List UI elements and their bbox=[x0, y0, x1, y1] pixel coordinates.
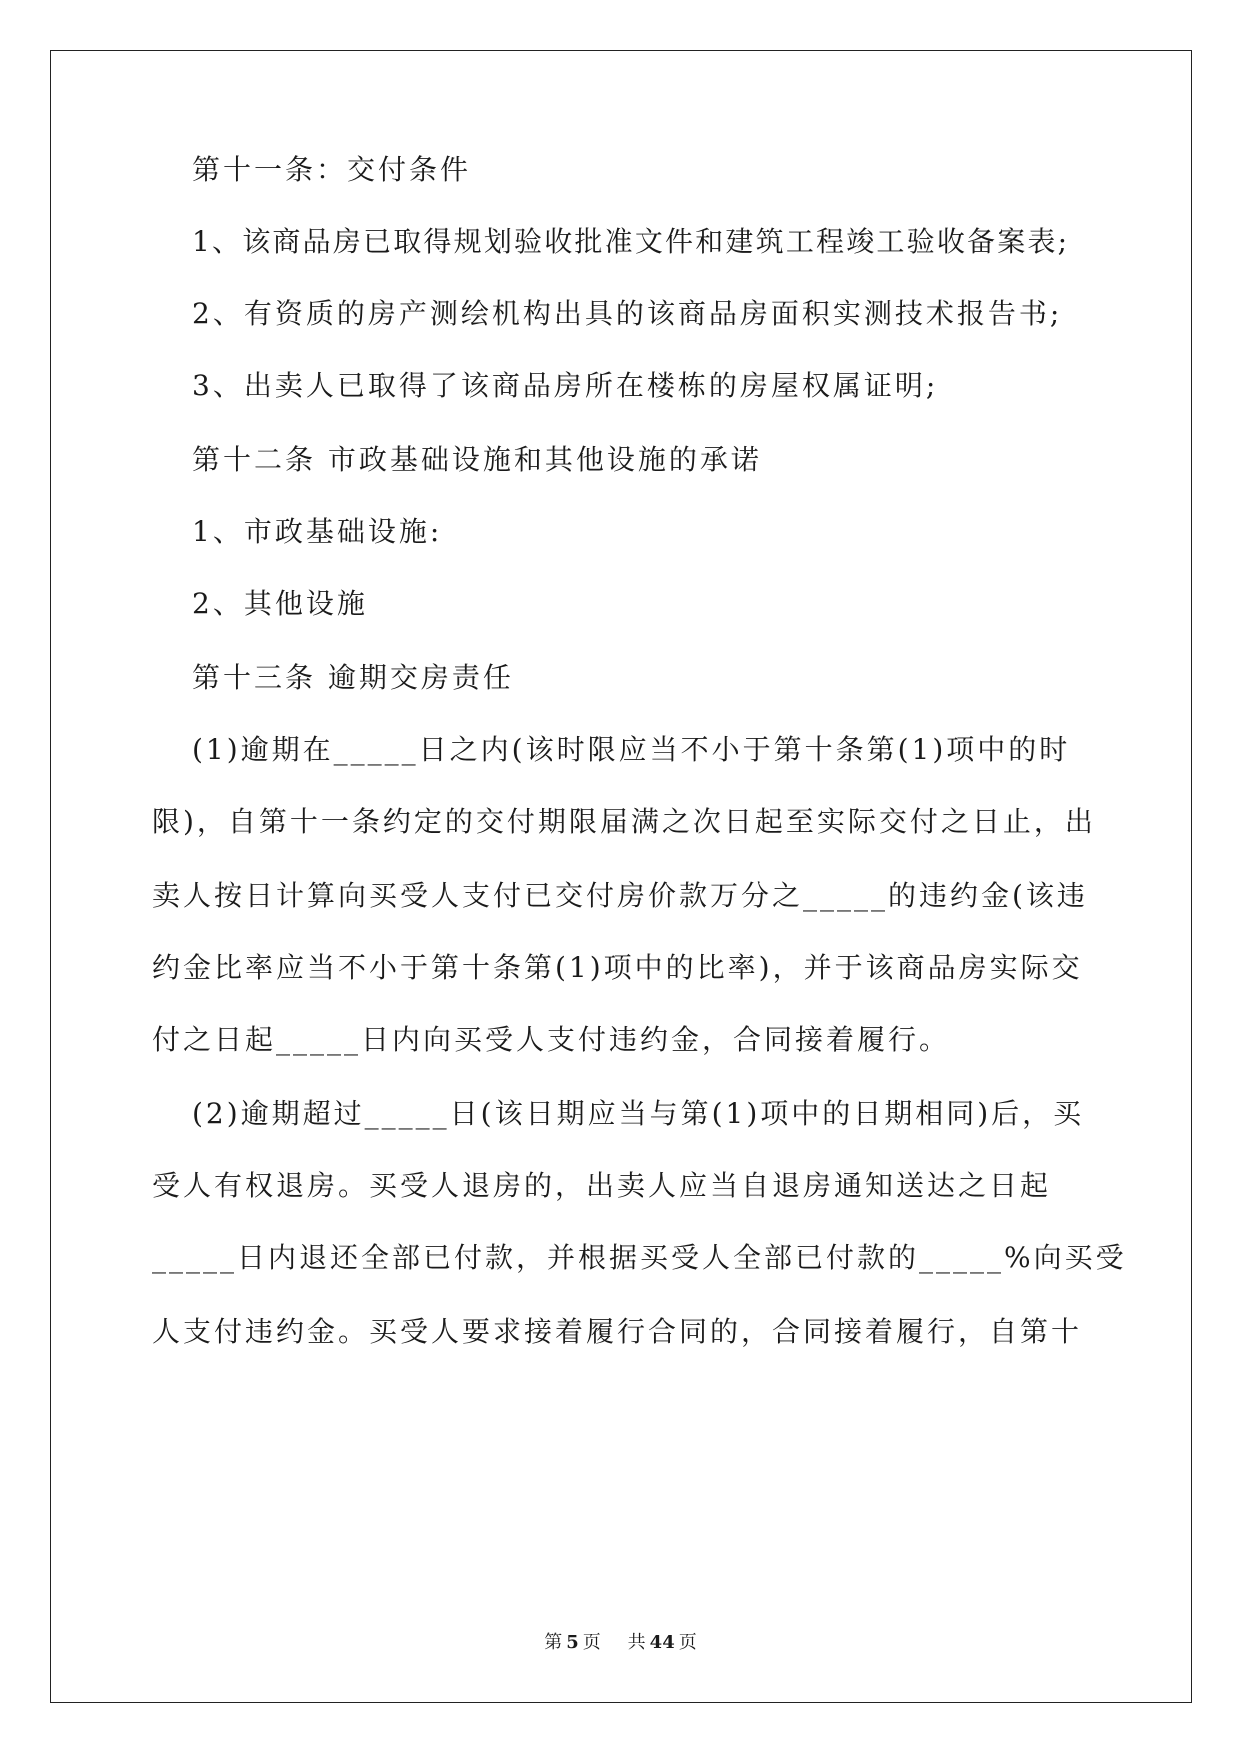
total-prefix: 共 bbox=[627, 1632, 646, 1653]
total-suffix: 页 bbox=[678, 1632, 697, 1653]
page-prefix: 第 bbox=[544, 1632, 563, 1653]
article-12-item-2: 2、其他设施 bbox=[192, 587, 368, 620]
article-12-item-1: 1、市政基础设施: bbox=[192, 515, 443, 548]
article-13-para-1-line-3: 卖人按日计算向买受人支付已交付房价款万分之_____的违约金(该违 bbox=[152, 879, 1088, 912]
article-13-heading: 第十三条 逾期交房责任 bbox=[192, 661, 514, 694]
article-13-para-2-line-3: _____日内退还全部已付款，并根据买受人全部已付款的_____%向买受 bbox=[152, 1241, 1127, 1274]
page-suffix: 页 bbox=[582, 1632, 601, 1653]
article-12-heading: 第十二条 市政基础设施和其他设施的承诺 bbox=[192, 443, 762, 476]
page-current: 5 bbox=[566, 1632, 579, 1653]
article-11-item-1: 1、该商品房已取得规划验收批准文件和建筑工程竣工验收备案表; bbox=[192, 225, 1070, 258]
page-total: 44 bbox=[649, 1632, 675, 1653]
article-13-para-1-line-4: 约金比率应当不小于第十条第(1)项中的比率)，并于该商品房实际交 bbox=[152, 951, 1083, 984]
article-13-para-2-line-4: 人支付违约金。买受人要求接着履行合同的，合同接着履行，自第十 bbox=[152, 1315, 1083, 1348]
article-11-item-2: 2、有资质的房产测绘机构出具的该商品房面积实测技术报告书; bbox=[192, 297, 1063, 330]
article-11-item-3: 3、出卖人已取得了该商品房所在楼栋的房屋权属证明; bbox=[192, 369, 939, 402]
article-13-para-2-line-1: (2)逾期超过_____日(该日期应当与第(1)项中的日期相同)后，买 bbox=[192, 1097, 1085, 1130]
page-footer bbox=[0, 1628, 1241, 1654]
article-13-para-1-line-2: 限)，自第十一条约定的交付期限届满之次日起至实际交付之日止，出 bbox=[152, 805, 1096, 838]
article-13-para-1-line-1: (1)逾期在_____日之内(该时限应当不小于第十条第(1)项中的时 bbox=[192, 733, 1071, 766]
article-11-heading: 第十一条：交付条件 bbox=[192, 153, 472, 186]
article-13-para-1-line-5: 付之日起_____日内向买受人支付违约金，合同接着履行。 bbox=[152, 1023, 951, 1056]
article-13-para-2-line-2: 受人有权退房。买受人退房的，出卖人应当自退房通知送达之日起 bbox=[152, 1169, 1052, 1202]
